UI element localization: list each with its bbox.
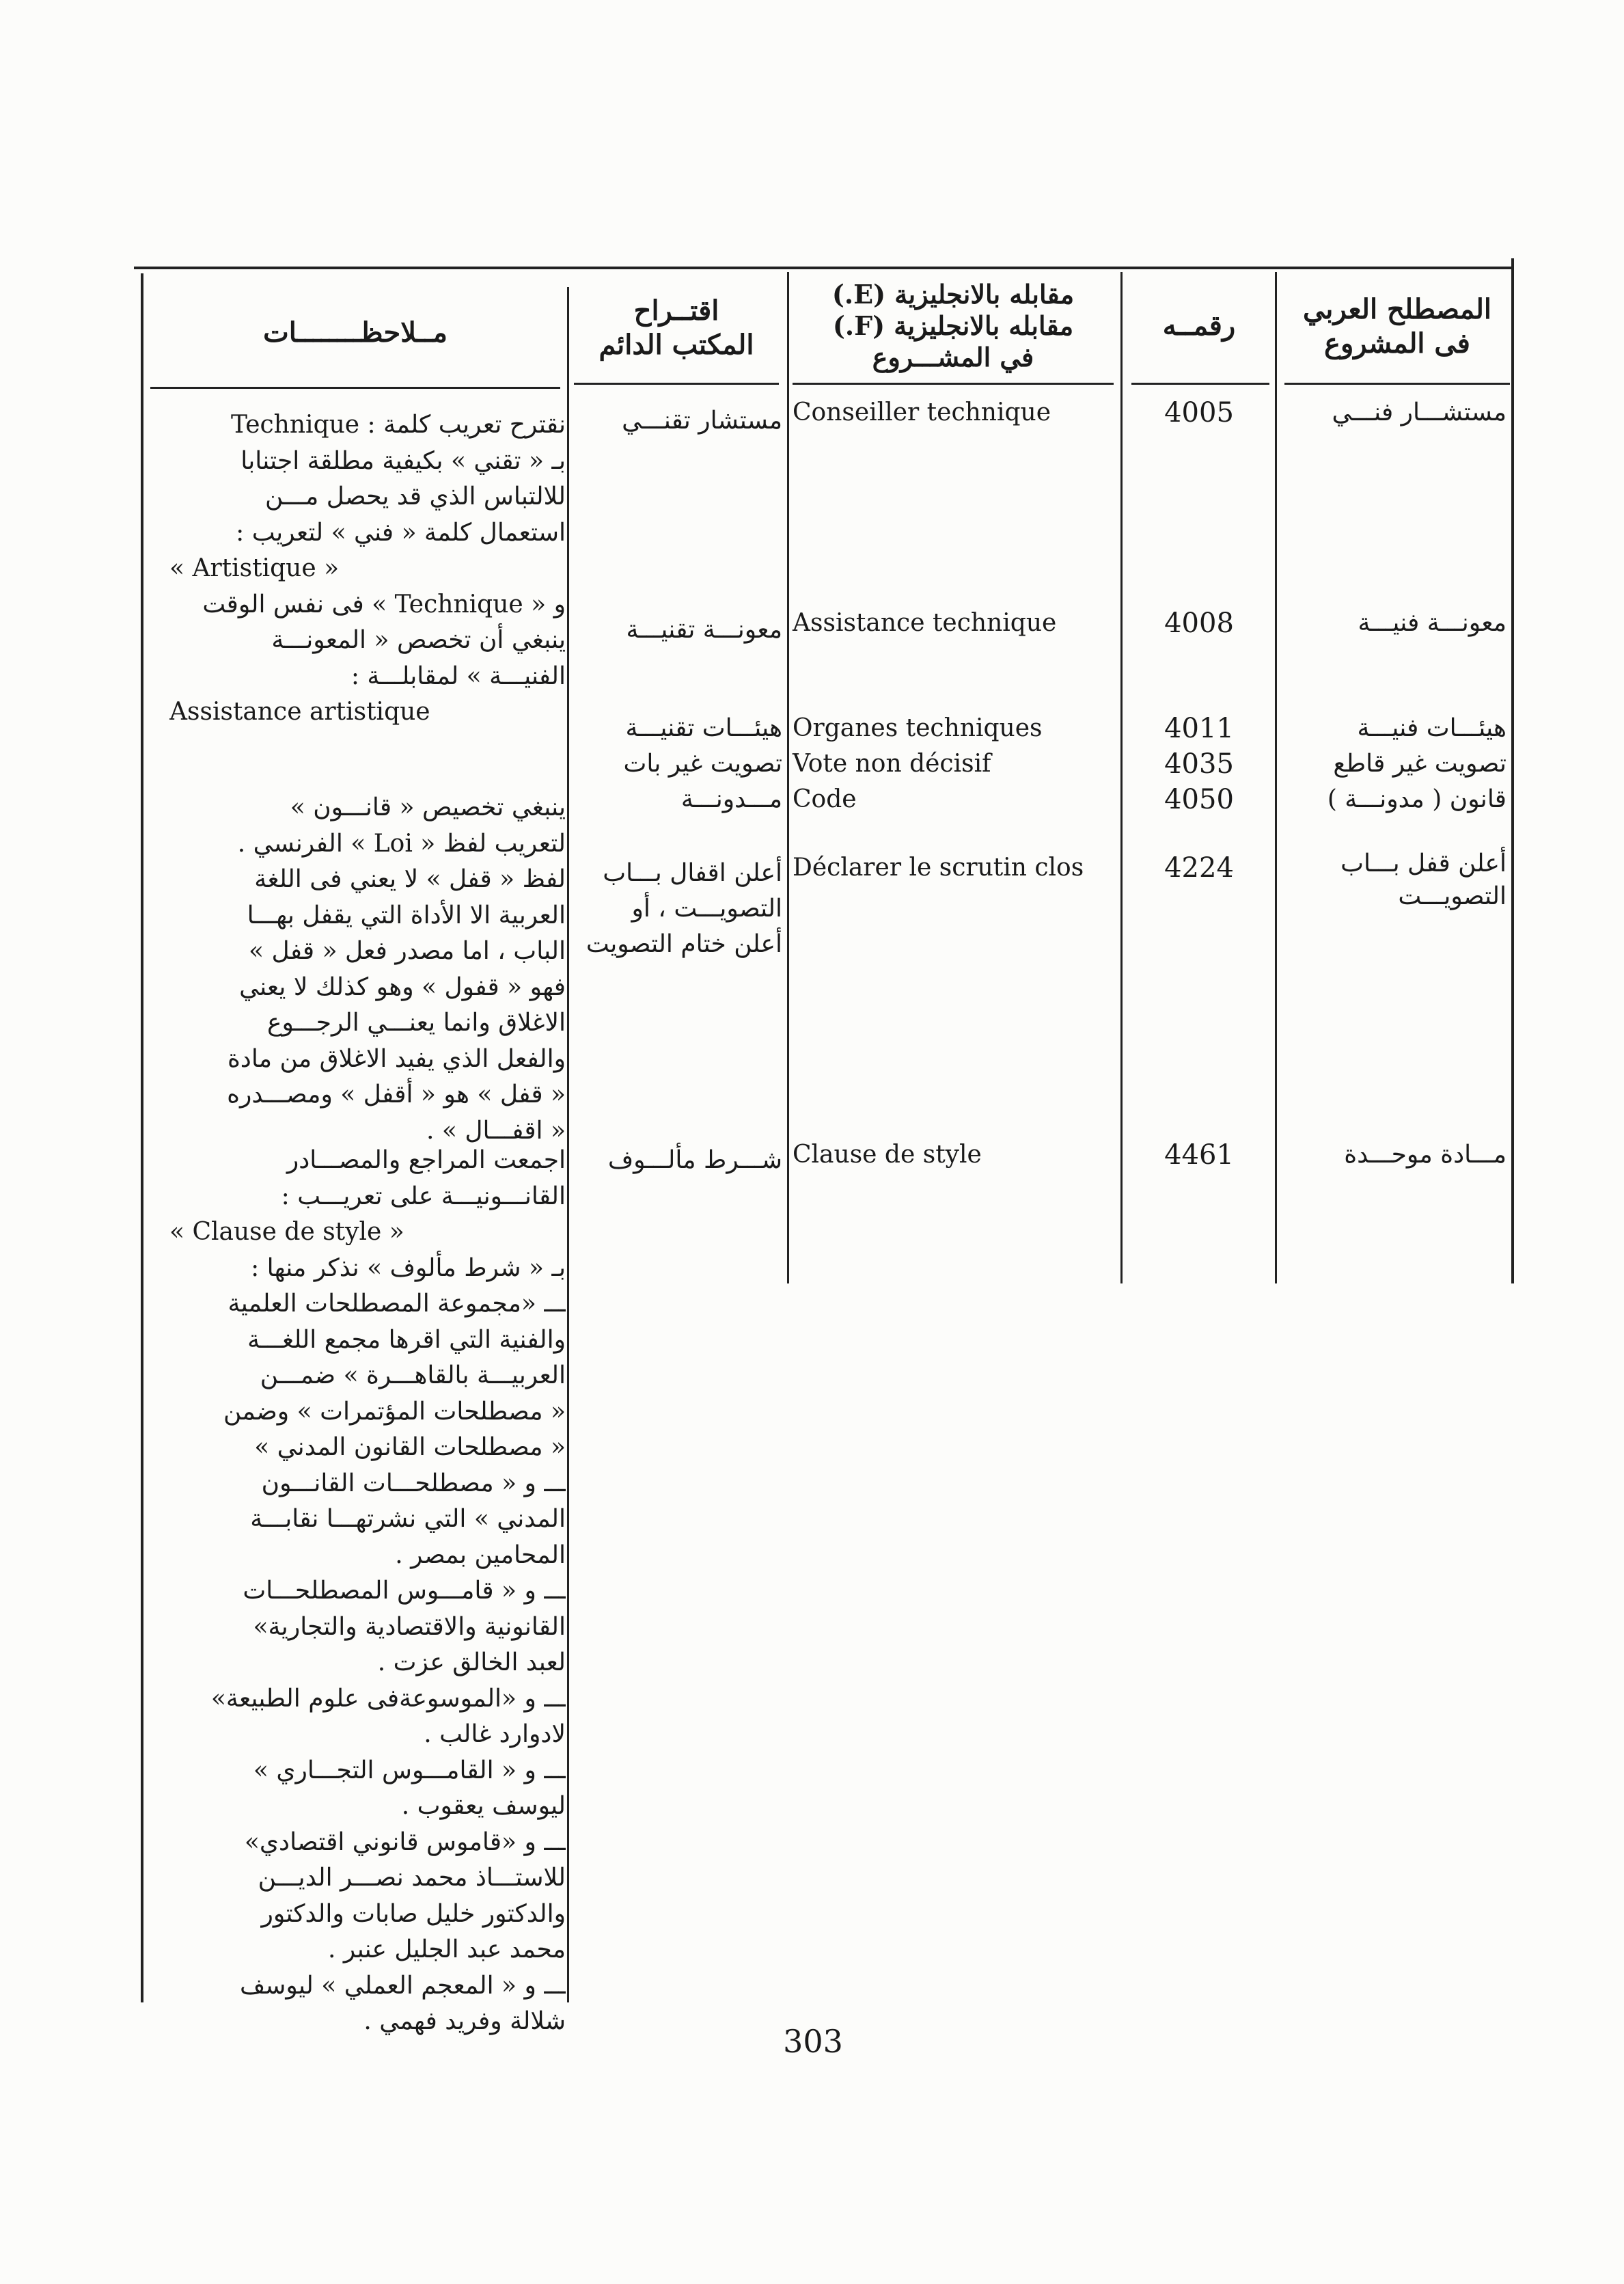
row-term: معونـــة فنيـــة — [1358, 609, 1506, 637]
row-term: قانون ( مدونـــة ) — [1327, 785, 1506, 813]
row-number: 4461 — [1164, 1139, 1234, 1171]
header-underline-proposal — [574, 383, 779, 385]
row-number: 4035 — [1164, 748, 1234, 780]
notes-block-loi-qafl: ينبغي تخصيص « قانـــون » لتعريب لفظ « Loi » الفرنسي . لفظ « قفل » لا يعني فى اللغة العربية الا الأداة التي يقفل بهـــا الباب ، اما مصدر فعل « قفل » فهو « قفول » وهو كذلك لا يعني الاغلاق وانما يعنـــي الرجـــوع والفعل الذي يفيد الاغلاق من مادة « قفل » هو « أقفل » ومصـــدره « اقفـــال » . — [227, 793, 566, 1145]
row-number: 4008 — [1164, 608, 1234, 639]
table-left-border — [141, 273, 143, 2002]
header-number: رقمــه — [1162, 310, 1236, 342]
table-top-border — [134, 267, 1514, 269]
col-divider-term — [1275, 272, 1277, 1283]
row-proposal: تصويت غير بات — [623, 750, 782, 778]
row-equivalent: Code — [793, 785, 857, 813]
row-proposal: شـــرط مألـــوف — [607, 1146, 782, 1174]
notes-block-clause-de-style: اجمعت المراجع والمصـــادر القانـــونيـــة على تعريـــب : « Clause de style » بـ « شرط مألوف » نذكر منها : ـــ «مجموعة المصطلحات العلمية والفنية التي اقرها مجمع اللغـــة العربيـــة بالقاهـــرة » ضمـــن « مصطلحات المؤتمرات » وضمن « مصطلحات القانون المدني » ـــ و « مصطلحـــات القانـــون المدني » التي نشرتهـــا نقابـــة المحامين بمصر . ـــ و « قامـــوس المصطلحـــات القانونية والاقتصادية والتجارية» لعبد الخالق عزت . ـــ و «الموسوعةفى علوم الطبيعة» لادوارد غالب . ـــ و « القامـــوس التجـــاري » ليوسف يعقوب . ـــ و «قاموس قانوني اقتصادي» للاستـــاذ محمد نصـــر الديـــن والدكتور خليل صابات والدكتور محمد عبد الجليل عنبر . ـــ و « المعجم العملي » ليوسف شلالة وفريد فهمي . — [169, 1146, 566, 2035]
row-proposal: أعلن اقفال بـــاب التصويـــت ، أو أعلن ختام التصويت — [586, 859, 782, 958]
row-term: هيئـــات فنيـــة — [1357, 714, 1506, 742]
row-term: مـــادة موحـــدة — [1344, 1141, 1506, 1169]
header-notes: مــلاحظــــــــات — [263, 316, 448, 349]
header-underline-number — [1131, 383, 1269, 385]
row-equivalent: Organes techniques — [793, 714, 1043, 742]
row-equivalent: Conseiller technique — [793, 398, 1051, 426]
row-term: أعلن قفل بـــاب التصويـــت — [1340, 849, 1506, 910]
notes-block-technique: نقترح تعريب كلمة : Technique بـ « تقني » بكيفية مطلقة اجتنابا للالتباس الذي قد يحصل مـــن استعمال كلمة « فني » لتعريب : « Artistique » و « Technique » فى نفس الوقت ينبغي أن تخصص « المعونـــة الفنيـــة » لمقابلـــة : Assistance artistique — [169, 411, 566, 726]
row-number: 4050 — [1164, 784, 1234, 815]
row-proposal: معونـــة تقنيـــة — [626, 616, 782, 644]
row-proposal: هيئـــات تقنيـــة — [625, 714, 782, 742]
header-arabic-term: المصطلح العربي فى المشروع — [1302, 293, 1492, 359]
row-term: تصويت غير قاطع — [1333, 750, 1506, 778]
row-number: 4011 — [1164, 713, 1234, 744]
header-underline-notes — [150, 387, 560, 389]
table-right-border — [1511, 258, 1514, 1283]
col-divider-number — [1120, 272, 1123, 1283]
row-equivalent: Vote non décisif — [793, 750, 991, 778]
row-number: 4224 — [1164, 852, 1234, 884]
header-equivalent: مقابله بالانجليزية (E.) مقابله بالانجليزية (F.) في المشـــروع — [831, 279, 1075, 372]
row-term: مستشـــار فنـــي — [1332, 398, 1506, 426]
row-equivalent: Clause de style — [793, 1141, 982, 1169]
header-proposal: اقتــراح المكتب الدائم — [598, 295, 754, 361]
row-equivalent: Déclarer le scrutin clos — [793, 854, 1084, 882]
header-underline-term — [1284, 383, 1510, 385]
row-proposal: مستشار تقنـــي — [622, 407, 782, 435]
row-number: 4005 — [1164, 397, 1234, 429]
page-number: 303 — [783, 2023, 843, 2060]
col-divider-proposal — [567, 287, 569, 2002]
col-divider-equivalent — [787, 272, 789, 1283]
header-underline-equivalent — [793, 383, 1114, 385]
row-proposal: مـــدونـــة — [680, 785, 782, 813]
row-equivalent: Assistance technique — [793, 609, 1057, 637]
